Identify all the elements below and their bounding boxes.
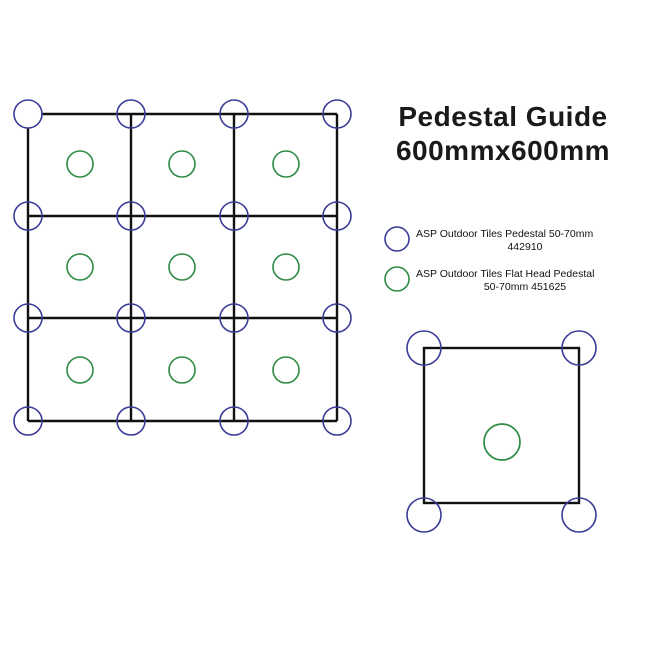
flat-head-pedestal-circle-green (484, 424, 520, 460)
flat-head-pedestal-circle-green (273, 151, 299, 177)
flat-head-pedestal-circle-green (169, 254, 195, 280)
legend-label-line-1: ASP Outdoor Tiles Pedestal 50-70mm (416, 228, 594, 240)
flat-head-pedestal-circle-green (169, 357, 195, 383)
circle-outline-green-icon (382, 264, 412, 294)
pedestal-circle-blue (14, 100, 42, 128)
legend-label-line-2: 442910 (507, 241, 543, 253)
flat-head-pedestal-circle-green (273, 254, 299, 280)
legend-item-pedestal-label (416, 228, 634, 254)
legend-label-line-1: ASP Outdoor Tiles Flat Head Pedestal (416, 268, 595, 280)
flat-head-pedestal-circle-green (67, 357, 93, 383)
legend-label-line-2: 50-70mm 451625 (483, 281, 567, 293)
flat-head-pedestal-circle-green (273, 357, 299, 383)
flat-head-pedestal-circle-green (67, 254, 93, 280)
grid-flat-head-pedestals-group (67, 151, 299, 383)
page-title (372, 100, 634, 168)
flat-head-pedestal-circle-green (169, 151, 195, 177)
legend-item-flat-head-pedestal (382, 268, 634, 302)
legend-item-pedestal (382, 228, 634, 262)
legend-item-flat-head-pedestal-label (416, 268, 634, 294)
legend (382, 228, 634, 308)
grid-lines-group (28, 114, 337, 421)
circle-outline-blue-icon (382, 224, 412, 254)
page-title-line-1: Pedestal Guide (398, 101, 608, 132)
page-title-line-2: 600mmx600mm (395, 135, 611, 166)
single-tile-detail-group (407, 331, 596, 532)
flat-head-pedestal-circle-green (67, 151, 93, 177)
single-tile-square (424, 348, 579, 503)
